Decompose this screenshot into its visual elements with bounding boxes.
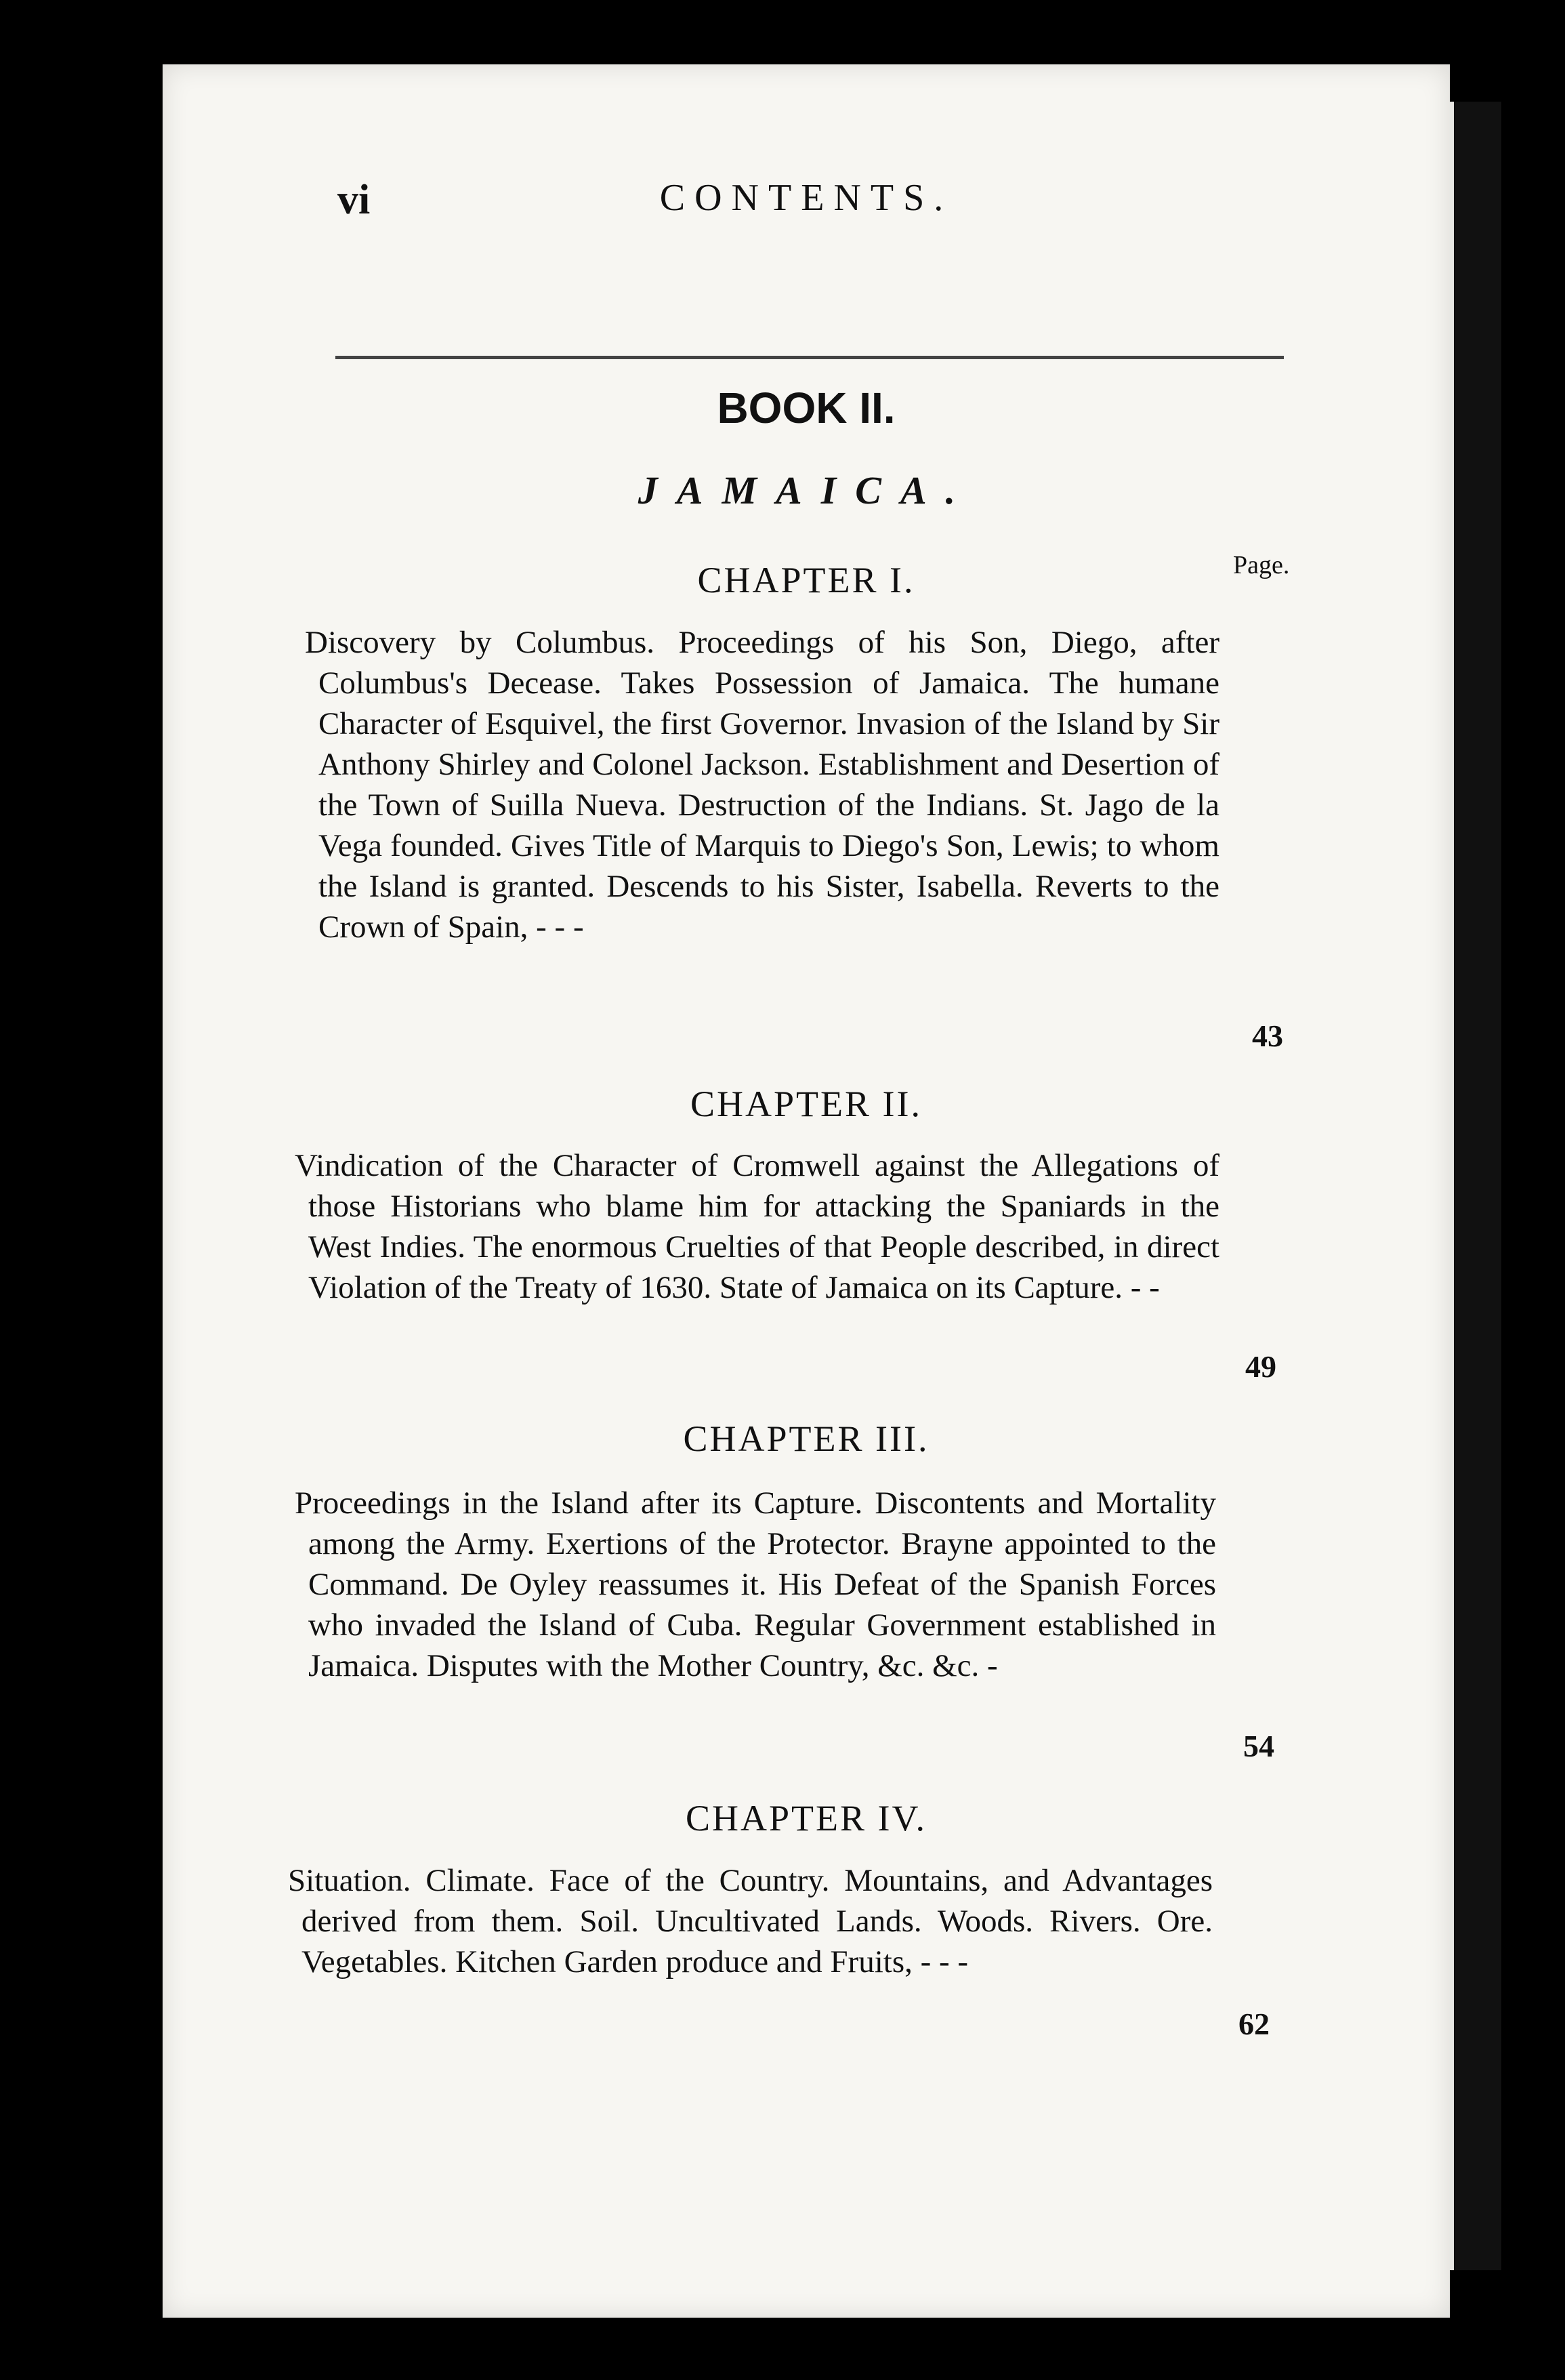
chapter-4-heading: CHAPTER IV.: [685, 1798, 927, 1839]
chapter-3-summary: Proceedings in the Island after its Capture. Discontents and Mortality among the Army. Exertions of the Protector. Brayne appointed to the Command. De Oyley reassumes it. His Defeat of the Spanish Forces who invaded the Island of Cuba. Regular Government established in Jamaica. Disputes with the Mother Country, &c. &c. -: [295, 1485, 1216, 1683]
book-subtitle: JAMAICA.: [638, 468, 975, 512]
chapter-1-summary: Discovery by Columbus. Proceedings of his Son, Diego, after Columbus's Decease. Takes Possession of Jamaica. The humane Character of Esquivel, the first Governor. Invasion of the Island by Sir Anthony Shirley and Colonel Jackson. Establishment and Desertion of the Town of Suilla Nueva. Destruction of the Indians. St. Jago de la Vega founded. Gives Title of Marquis to Diego's Son, Lewis; to whom the Island is granted. Descends to his Sister, Isabella. Reverts to the Crown of Spain, - - -: [305, 625, 1219, 945]
chapter-2-heading: CHAPTER II.: [690, 1084, 922, 1124]
next-page-edge: [1450, 102, 1501, 2270]
header-rule: [335, 356, 1284, 359]
running-title: CONTENTS.: [659, 177, 953, 219]
chapter-4-summary: Situation. Climate. Face of the Country. Mountains, and Advantages derived from them. Soil. Uncultivated Lands. Woods. Rivers. Ore. Vegetables. Kitchen Garden produce and Fruits, - - -: [288, 1863, 1213, 1979]
page-column-label: Page.: [1233, 551, 1290, 579]
running-head: [163, 176, 1450, 244]
chapter-4-page: 62: [1238, 2007, 1270, 2041]
page-folio: vi: [337, 177, 371, 223]
chapter-2-summary: Vindication of the Character of Cromwell against the Allegations of those Historians who blame him for attacking the Spaniards in the West Indies. The enormous Cruelties of that People described, in direct Violation of the Treaty of 1630. State of Jamaica on its Capture. - -: [295, 1148, 1219, 1305]
chapter-1-heading: CHAPTER I.: [697, 560, 915, 600]
chapter-3-heading: CHAPTER III.: [683, 1418, 930, 1459]
chapter-1-page: 43: [1252, 1019, 1283, 1053]
chapter-2-page: 49: [1245, 1349, 1276, 1384]
book-title: BOOK II.: [717, 384, 896, 432]
chapter-3-page: 54: [1243, 1729, 1274, 1763]
